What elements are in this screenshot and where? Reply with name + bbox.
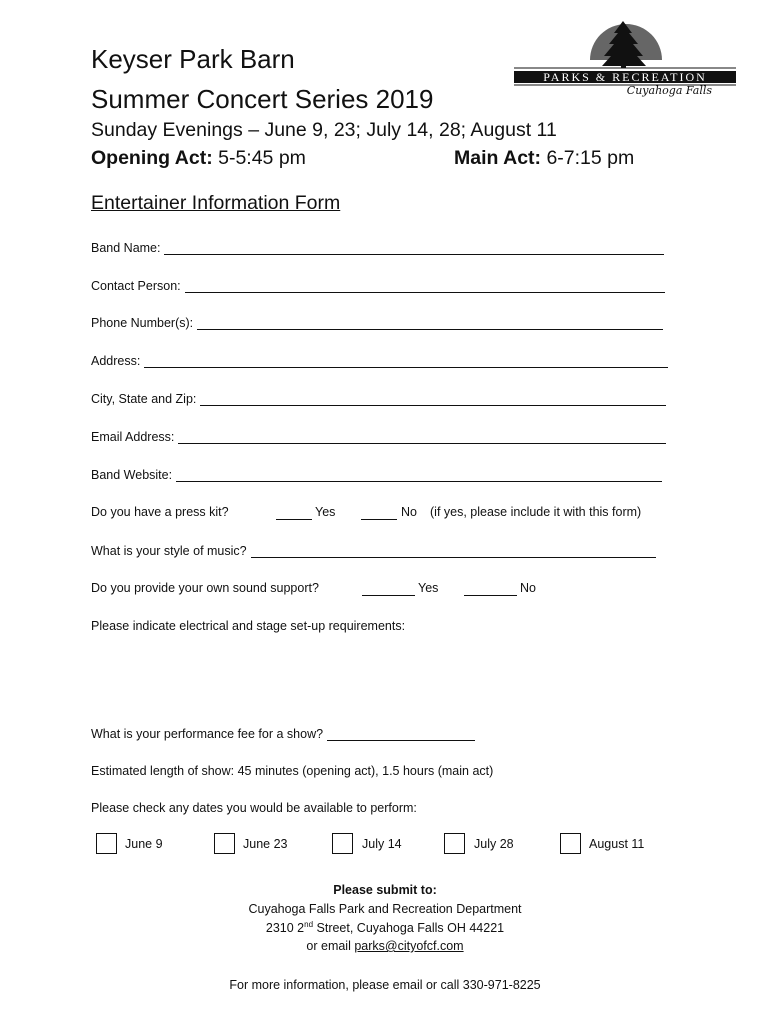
sound-support-yes-blank[interactable] [362,594,415,596]
date-checkbox-june-23[interactable] [214,833,235,854]
logo-title: PARKS & RECREATION [543,70,707,84]
music-style-field[interactable] [91,543,656,558]
estimated-length: Estimated length of show: 45 minutes (opening act), 1.5 hours (main act) [91,764,494,778]
main-act-time: 6-7:15 pm [546,147,635,169]
music-style-label: What is your style of music? [91,544,247,558]
address-label: Address: [91,354,141,368]
tree-sun-icon [590,21,662,68]
opening-act-label: Opening Act: [91,147,213,169]
phone-numbers-label: Phone Number(s): [91,316,194,330]
date-label-july-28: July 28 [474,837,514,851]
act-times [91,147,635,170]
press-kit-yes-blank[interactable] [276,518,312,520]
band-name-label: Band Name: [91,241,161,255]
press-kit-no-label: No [401,505,417,519]
contact-person-line[interactable] [185,278,665,293]
date-label-august-11: August 11 [589,837,645,851]
email-address-line[interactable] [178,429,666,444]
contact-person-label: Contact Person: [91,279,181,293]
street-rest: Street, Cuyahoga Falls OH 44221 [313,921,505,936]
address-line[interactable] [144,353,668,368]
sound-support-question: Do you provide your own sound support? [91,581,319,595]
main-act [454,147,634,170]
performance-fee-field[interactable] [91,726,475,741]
electrical-requirements-label: Please indicate electrical and stage set-up requirements: [91,619,406,633]
street-ordinal: nd [304,920,314,929]
form-title: Entertainer Information Form [91,192,341,214]
email-address-field[interactable] [91,429,666,444]
press-kit-note: (if yes, please include it with this form) [430,505,642,519]
sound-support-no-label: No [520,581,536,595]
logo-script: Cuyahoga Falls [626,84,712,97]
email-prefix: or email [306,939,355,953]
date-checkbox-august-11[interactable] [560,833,581,854]
page-title: Keyser Park Barn [91,44,295,74]
date-checkbox-july-28[interactable] [444,833,465,854]
date-label-july-14: July 14 [362,837,402,851]
street-address [0,920,770,935]
department-name: Cuyahoga Falls Park and Recreation Department [248,902,522,916]
music-style-line[interactable] [251,543,656,558]
phone-numbers-line[interactable] [197,315,663,330]
band-website-line[interactable] [176,467,662,482]
parks-recreation-logo [512,18,738,98]
contact-person-field[interactable] [91,278,665,293]
email-link[interactable]: parks@cityofcf.com [354,939,464,953]
dates-prompt: Please check any dates you would be available to perform: [91,801,417,815]
band-website-field[interactable] [91,467,662,482]
sound-support-no-blank[interactable] [464,594,517,596]
email-line [0,939,770,953]
submit-heading [0,883,770,897]
street-number: 2310 2 [265,921,305,936]
more-info: For more information, please email or call 330-971-8225 [229,978,541,992]
date-checkbox-june-9[interactable] [96,833,117,854]
date-label-june-23: June 23 [243,837,288,851]
concert-dates: Sunday Evenings – June 9, 23; July 14, 28; August 11 [91,119,557,141]
city-state-zip-label: City, State and Zip: [91,392,197,406]
performance-fee-label: What is your performance fee for a show? [91,727,324,741]
band-name-line[interactable] [164,240,664,255]
band-name-field[interactable] [91,240,664,255]
email-address-label: Email Address: [91,430,175,444]
date-label-june-9: June 9 [125,837,163,851]
press-kit-question: Do you have a press kit? [91,505,229,519]
press-kit-no-blank[interactable] [361,518,397,520]
page-subtitle: Summer Concert Series 2019 [91,84,434,114]
press-kit-yes-label: Yes [315,505,336,519]
electrical-requirements-area[interactable] [91,640,671,710]
date-checkbox-july-14[interactable] [332,833,353,854]
phone-numbers-field[interactable] [91,315,663,330]
band-website-label: Band Website: [91,468,173,482]
submit-heading-text: Please submit to: [333,883,437,897]
address-field[interactable] [91,353,668,368]
sound-support-yes-label: Yes [418,581,439,595]
city-state-zip-field[interactable] [91,391,666,406]
opening-act-time: 5-5:45 pm [218,147,306,169]
main-act-label: Main Act: [454,147,542,169]
performance-fee-line[interactable] [327,726,475,741]
city-state-zip-line[interactable] [200,391,666,406]
